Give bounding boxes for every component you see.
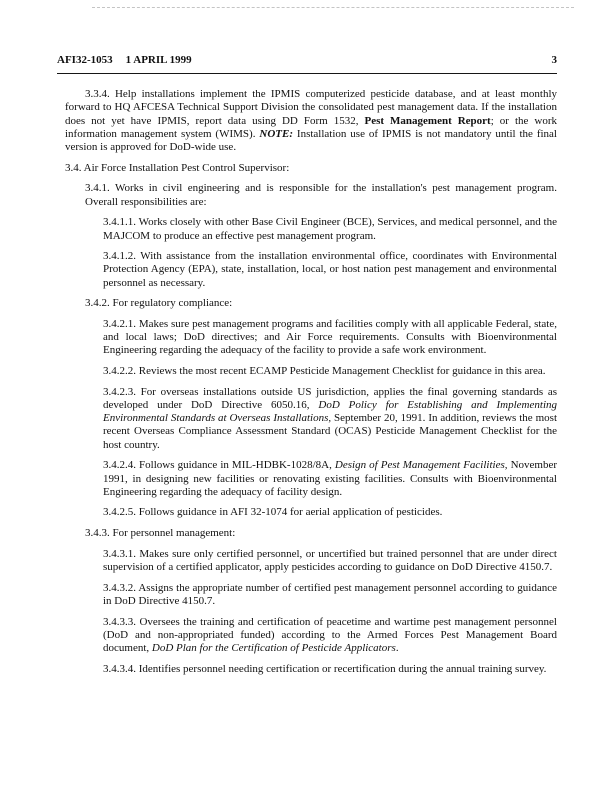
paragraph-3-4-2-1: 3.4.2.1. Makes sure pest management programs and facilities comply with all applicable Federal, state, and local laws; DoD directives; and Air Force requirements. Consults with Bioenvironmental Engineering regarding the adequacy of the facility to provide a safe work environment.: [103, 318, 557, 357]
header-page-number: 3: [551, 54, 557, 66]
header-doc-number: AFI32-1053: [57, 54, 113, 66]
paragraph-3-4-3-3: 3.4.3.3. Oversees the training and certification of peacetime and wartime pest management personnel (DoD and non-appropriated funded) according to the Armed Forces Pest Management Board document, DoD Plan for the Certification of Pesticide Applicators.: [103, 615, 557, 655]
scan-artifact-dashes: [92, 7, 574, 8]
paragraph-3-4-2-5: 3.4.2.5. Follows guidance in AFI 32-1074 for aerial application of pesticides.: [103, 506, 443, 519]
header-doc-id: [57, 54, 192, 67]
paragraph-3-4-3-4: 3.4.3.4. Identifies personnel needing certification or recertification during the annual training survey.: [103, 662, 547, 675]
paragraph-3-4-2-4: 3.4.2.4. Follows guidance in MIL-HDBK-1028/8A, Design of Pest Management Facilities, November 1991, in designing new facilities or renovating existing facilities. Consults with Bioenvironmental Engineering regarding the adequacy of facility design.: [103, 459, 557, 498]
paragraph-3-4-2-2: 3.4.2.2. Reviews the most recent ECAMP Pesticide Management Checklist for guidance in this area.: [103, 365, 546, 378]
paragraph-3-4-1-1: 3.4.1.1. Works closely with other Base Civil Engineer (BCE), Services, and medical personnel, and the MAJCOM to produce an effective pest management program.: [103, 216, 557, 242]
header-doc-date: 1 APRIL 1999: [125, 54, 192, 66]
paragraph-3-3-4: 3.3.4. Help installations implement the IPMIS computerized pesticide database, and at least monthly forward to HQ AFCESA Technical Support Division the consolidated pest management data. If the installation does not yet have IPMIS, report data using DD Form 1532, Pest Management Report; or the work information management system (WIMS). NOTE: Installation use of IPMIS is not mandatory until the final version is approved for DoD-wide use.: [65, 88, 558, 154]
paragraph-3-4-2-3: 3.4.2.3. For overseas installations outside US jurisdiction, applies the final governing standards as developed under DoD Directive 6050.16, DoD Policy for Establishing and Implementing Environmental Standards at Overseas Installations, September 20, 1991. In addition, reviews the most recent Overseas Compliance Assessment Standard (OCAS) Pesticide Management Checklist for the host country.: [103, 385, 557, 451]
paragraph-3-4-2: 3.4.2. For regulatory compliance:: [85, 297, 233, 310]
page-header: [57, 54, 557, 74]
paragraph-3-4-3-2: 3.4.3.2. Assigns the appropriate number of certified pest management personnel according to guidance in DoD Directive 4150.7.: [103, 581, 557, 607]
paragraph-3-4-1-2: 3.4.1.2. With assistance from the installation environmental office, coordinates with Environmental Protection Agency (EPA), state, installation, local, or host nation pest management and environmental personnel as necessary.: [103, 250, 557, 289]
document-body: [57, 88, 557, 676]
paragraph-3-4-1: 3.4.1. Works in civil engineering and is responsible for the installation's pest management program. Overall responsibilities are:: [85, 182, 557, 208]
paragraph-3-4-3-1: 3.4.3.1. Makes sure only certified personnel, or uncertified but trained personnel that are under direct supervision of a certified applicator, apply pesticides according to guidance on DoD Directive 4150.7.: [103, 547, 557, 574]
paragraph-3-4: 3.4. Air Force Installation Pest Control Supervisor:: [65, 161, 290, 174]
paragraph-3-4-3: 3.4.3. For personnel management:: [85, 527, 236, 540]
